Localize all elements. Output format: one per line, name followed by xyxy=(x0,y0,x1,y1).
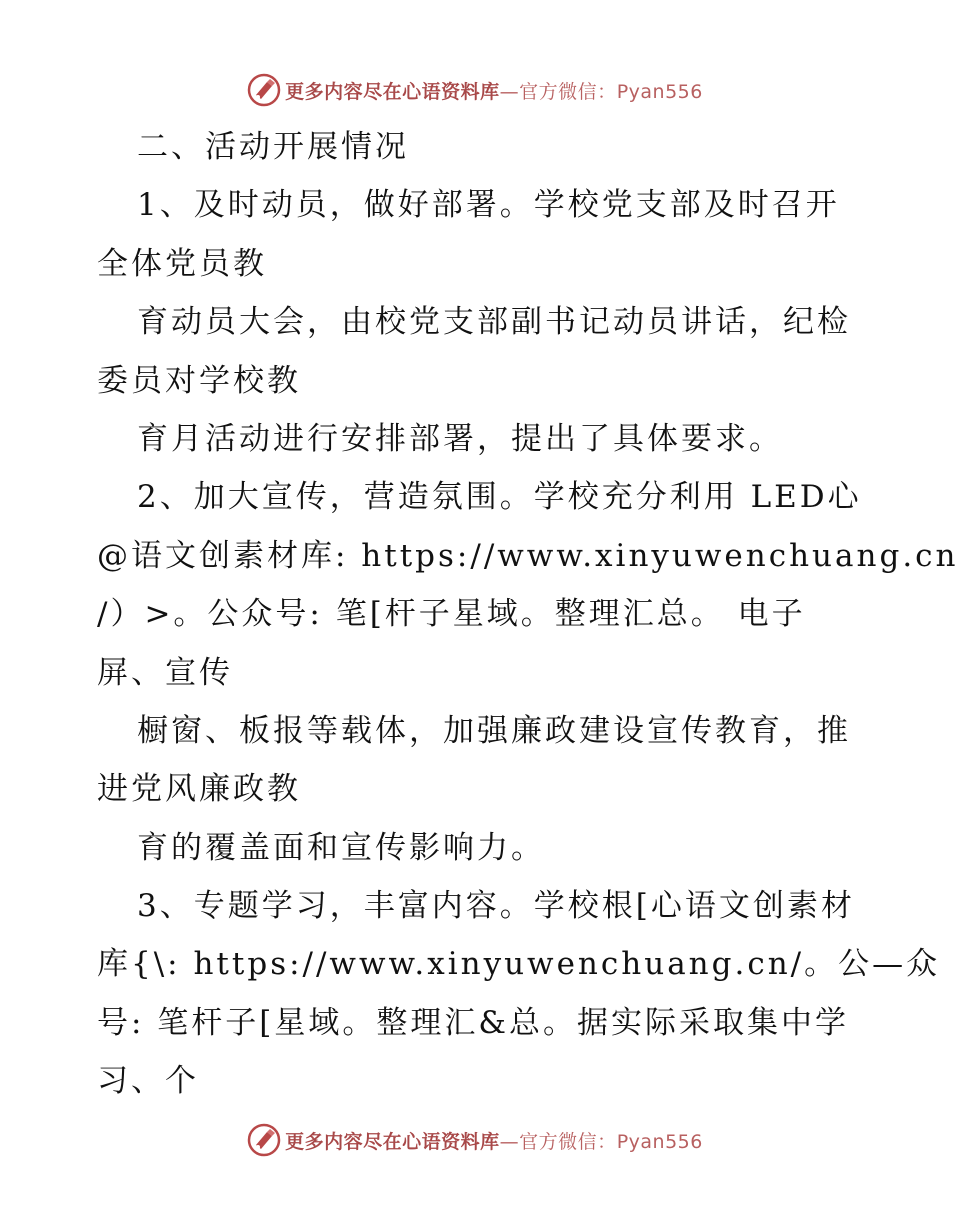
banner-text xyxy=(285,1127,703,1154)
banner-main-text: 更多内容尽在心语资料库 xyxy=(285,1130,500,1153)
text-line: 全体党员教 xyxy=(97,245,267,282)
banner-dash: — xyxy=(499,1130,520,1153)
banner-main-text: 更多内容尽在心语资料库 xyxy=(285,80,500,103)
text-line: 1、及时动员，做好部署。学校党支部及时召开 xyxy=(137,187,840,224)
header-banner xyxy=(0,70,950,110)
text-line: 委员对学校教 xyxy=(97,362,301,399)
banner-wechat-id: Pyan556 xyxy=(616,80,703,103)
text-line: 2、加大宣传，营造氛围。学校充分利用 LED心 xyxy=(137,479,862,516)
text-line: 屏、宣传 xyxy=(97,654,233,691)
brand-logo-icon xyxy=(247,1123,281,1157)
banner-dash: — xyxy=(499,80,520,103)
text-line: 橱窗、板报等载体，加强廉政建设宣传教育，推 xyxy=(137,712,851,749)
text-line: 3、专题学习，丰富内容。学校根[心语文创素材 xyxy=(137,888,855,925)
banner-wechat-label: 官方微信： xyxy=(519,1130,617,1153)
footer-banner xyxy=(0,1120,950,1160)
text-line: 育月活动进行安排部署，提出了具体要求。 xyxy=(137,420,783,457)
banner-text xyxy=(285,77,703,104)
brand-logo-icon xyxy=(247,73,281,107)
text-line: @语文创素材库: https://www.xinyuwenchuang.cn xyxy=(97,537,959,574)
banner-wechat-id: Pyan556 xyxy=(616,1130,703,1153)
document-body xyxy=(97,118,959,1111)
text-line: 二、活动开展情况 xyxy=(137,129,409,165)
text-line: 进党风廉政教 xyxy=(97,771,301,808)
text-line: 库{\: https://www.xinyuwenchuang.cn/。公—众 xyxy=(97,946,941,983)
text-line: 育动员大会，由校党支部副书记动员讲话，纪检 xyxy=(137,304,851,341)
text-line: 习、个 xyxy=(97,1063,199,1100)
text-line: 号: 笔杆子[星域。整理汇&总。据实际采取集中学 xyxy=(97,1004,849,1041)
banner-wechat-label: 官方微信： xyxy=(519,80,617,103)
text-line: 育的覆盖面和宣传影响力。 xyxy=(137,829,545,866)
text-line: /）>。公众号: 笔[杆子星域。整理汇总。 电子 xyxy=(97,596,806,633)
